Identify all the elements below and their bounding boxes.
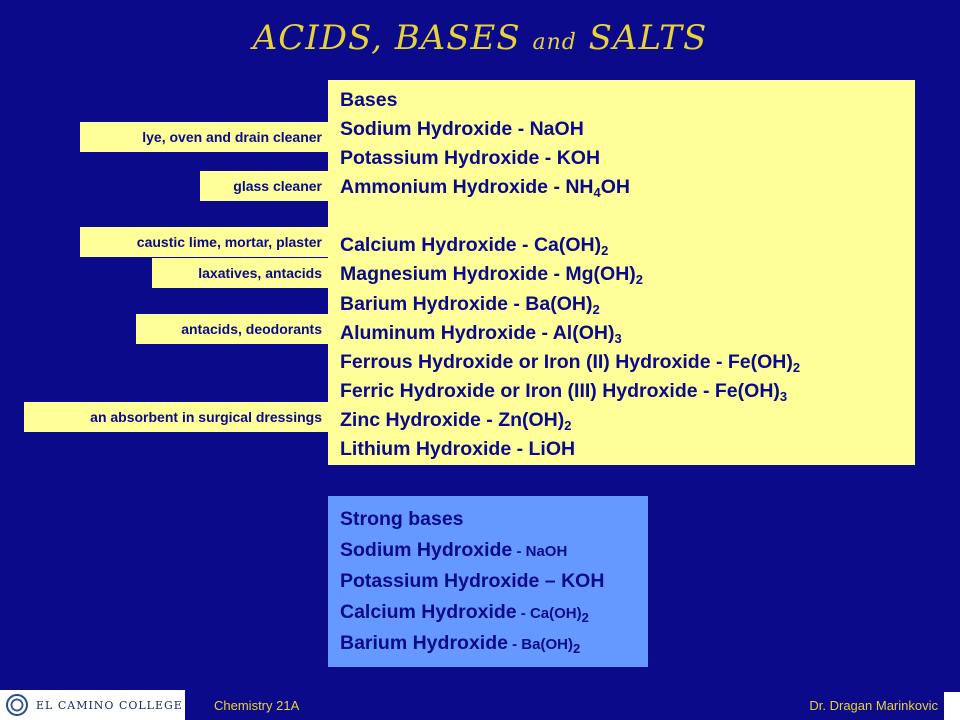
strong-bases-list (340, 504, 604, 659)
bases-heading: Bases (340, 89, 398, 111)
strong-bases-heading: Strong bases (340, 508, 464, 530)
list-item: Zinc Hydroxide - $Zn(OH)_2$ (340, 408, 572, 433)
list-item: Sodium Hydroxide - NaOH (340, 539, 568, 561)
title-text: ACIDS, BASES (252, 18, 533, 58)
use-tag-absorbent: an absorbent in surgical dressings (24, 402, 328, 432)
list-item: Potassium Hydroxide - KOH (340, 147, 601, 170)
use-tag-laxatives: laxatives, antacids (152, 258, 328, 288)
page-title (0, 18, 960, 58)
college-name: EL CAMINO COLLEGE (36, 698, 183, 712)
use-tag-lye: lye, oven and drain cleaner (80, 122, 328, 152)
list-item: Potassium Hydroxide – KOH (340, 570, 605, 592)
list-item: Barium Hydroxide - $Ba(OH)_2$ (340, 292, 600, 317)
list-item: Ferrous Hydroxide or Iron (II) Hydroxide - $Fe(OH)_2$ (340, 350, 801, 375)
course-name: Chemistry 21A (214, 698, 300, 713)
title-and: and (532, 30, 577, 55)
list-item: Ferric Hydroxide or Iron (III) Hydroxide - $Fe(OH)_3$ (340, 379, 788, 404)
list-item: Calcium Hydroxide - $Ca(OH)_2$ (340, 234, 609, 259)
list-item: Aluminum Hydroxide - $Al(OH)_3$ (340, 321, 622, 346)
list-item: Sodium Hydroxide - NaOH (340, 118, 584, 141)
bases-list (340, 86, 800, 464)
list-item: Magnesium Hydroxide - $Mg(OH)_2$ (340, 263, 644, 288)
college-logo (0, 690, 185, 720)
college-seal-icon (6, 694, 28, 716)
use-tag-caustic-lime: caustic lime, mortar, plaster (80, 227, 328, 257)
corner-logo-icon (944, 692, 960, 720)
use-tag-antacids: antacids, deodorants (136, 314, 328, 344)
author-name: Dr. Dragan Marinkovic (809, 698, 938, 713)
title-text-end: SALTS (576, 18, 708, 58)
list-item: Ammonium Hydroxide - $NH_4OH$ (340, 176, 631, 201)
list-item: Lithium Hydroxide - LiOH (340, 438, 576, 461)
list-item: Barium Hydroxide - $Ba(OH)_2$ (340, 632, 581, 656)
list-item: Calcium Hydroxide - $Ca(OH)_2$ (340, 601, 589, 625)
use-tag-glass-cleaner: glass cleaner (200, 171, 328, 201)
list-spacer (340, 202, 800, 231)
